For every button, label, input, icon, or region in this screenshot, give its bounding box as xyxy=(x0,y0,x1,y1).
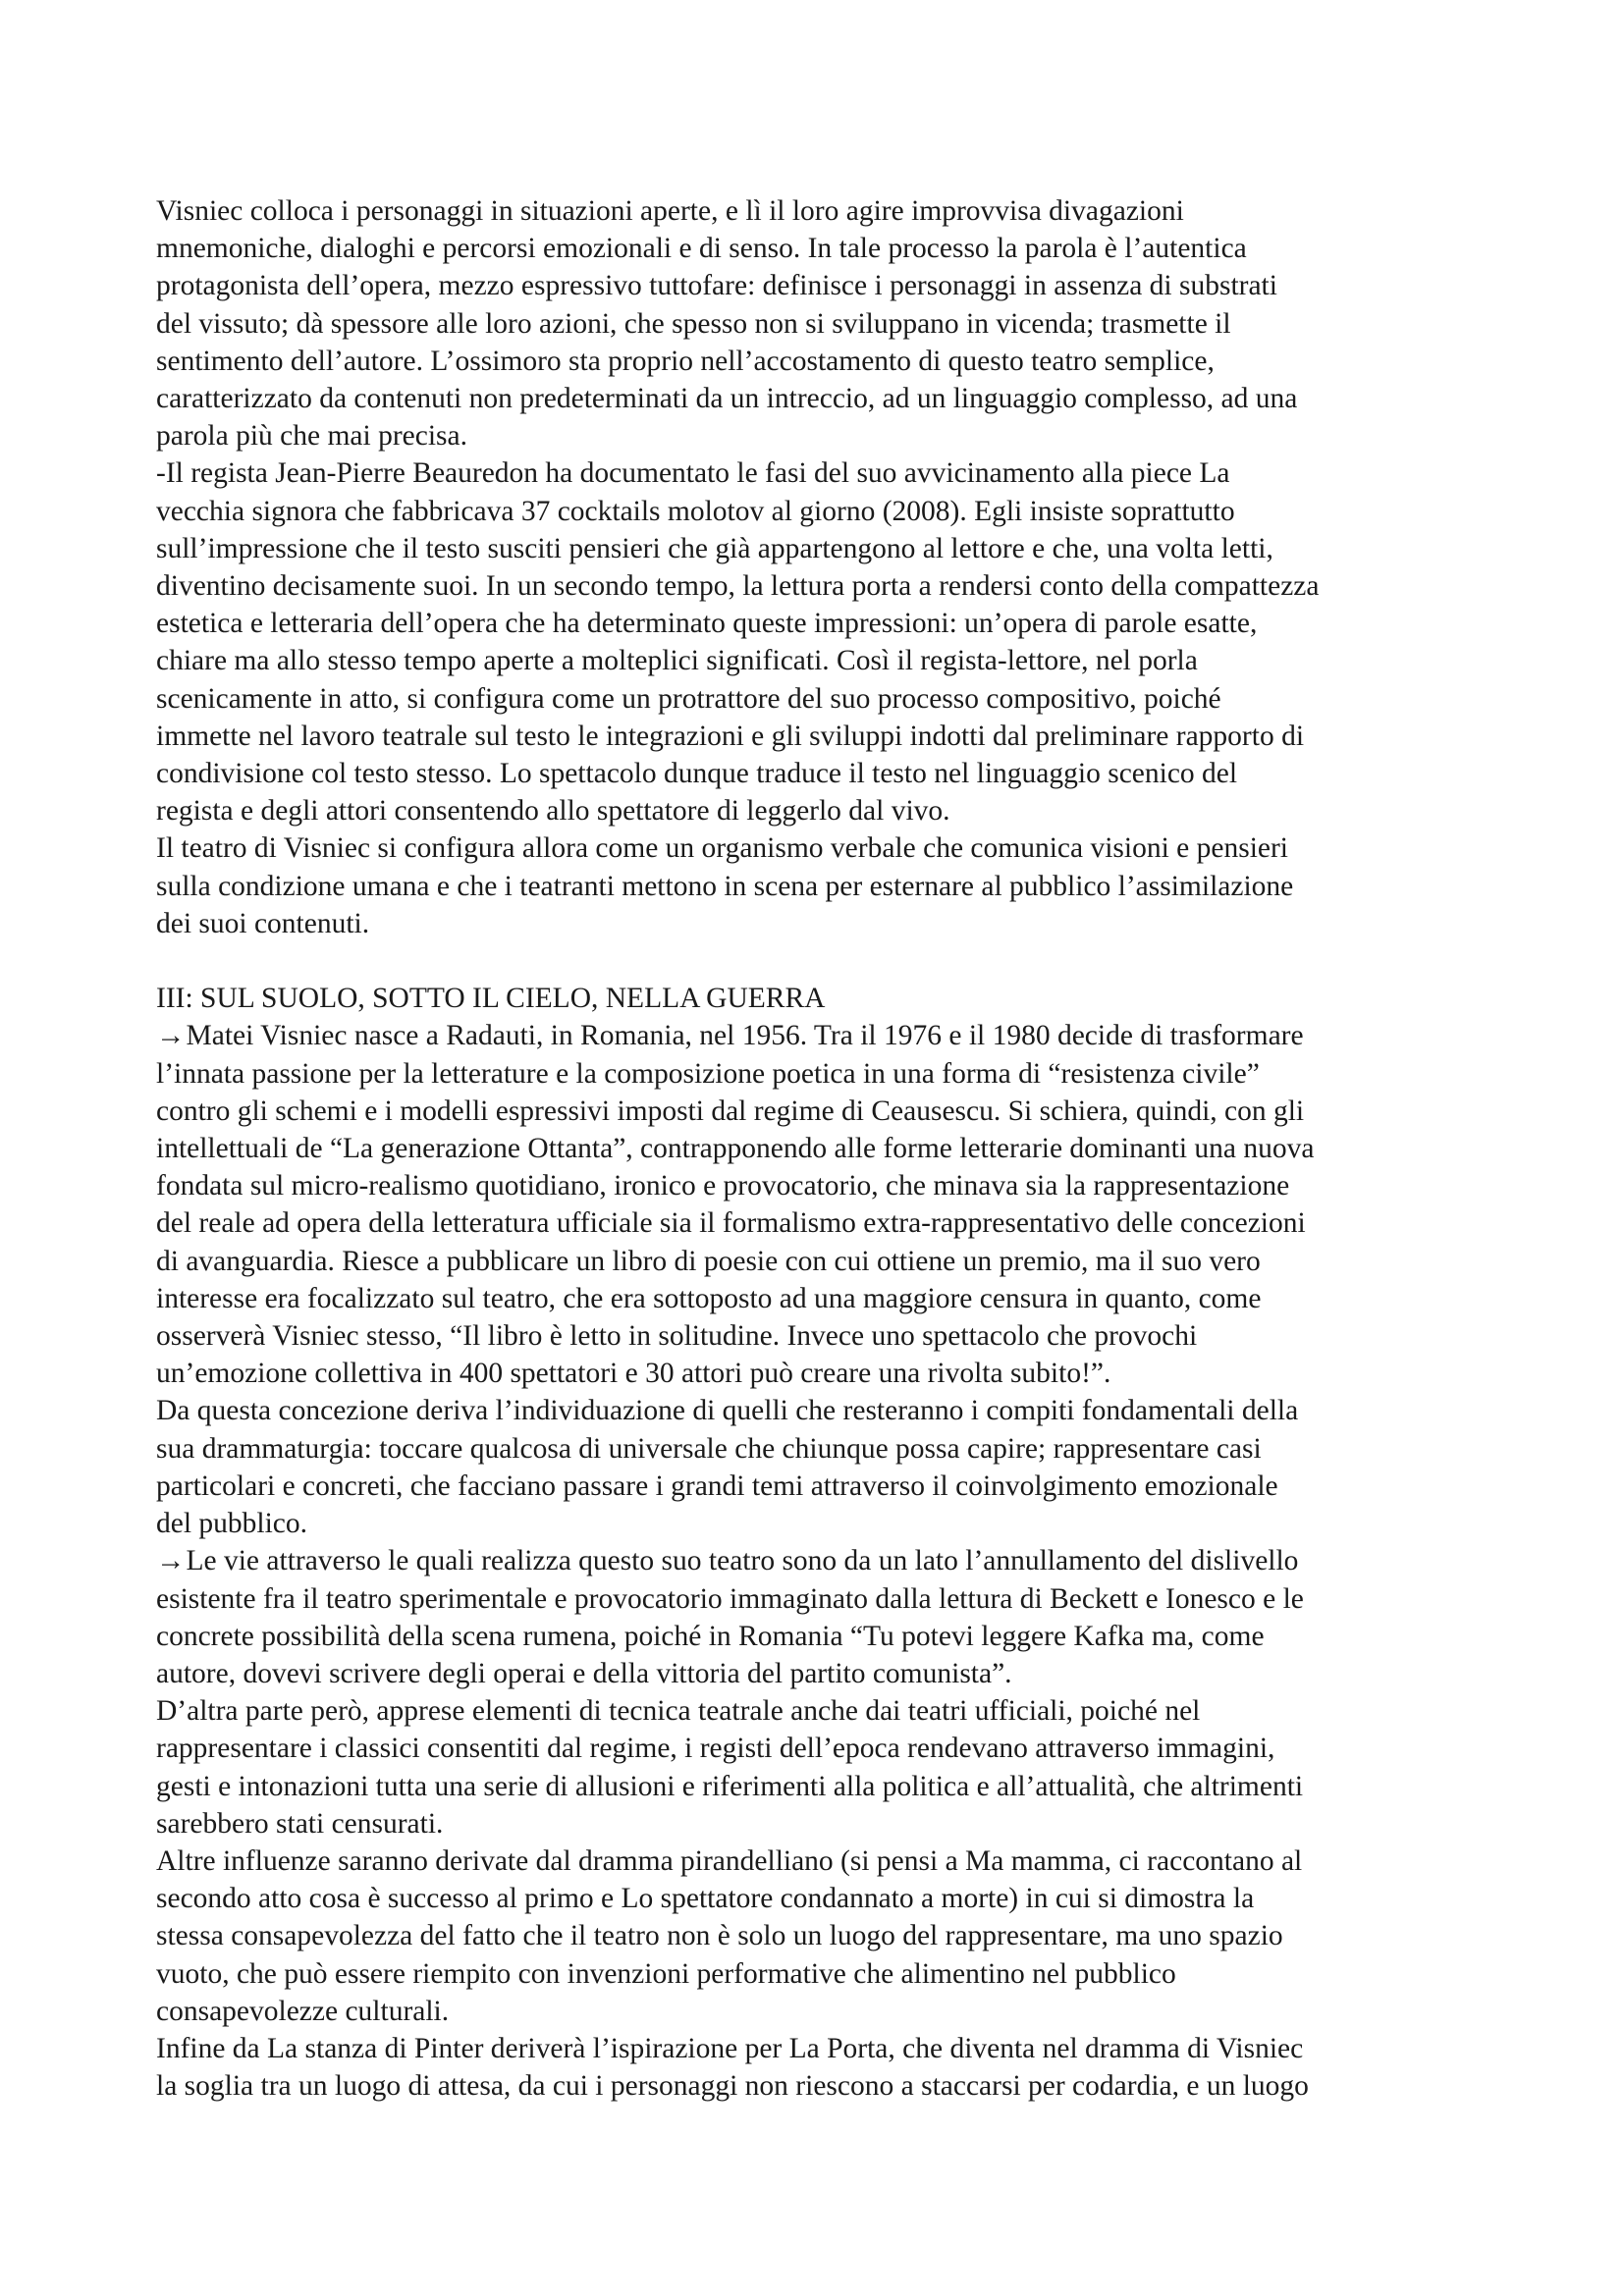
text-line: Visniec colloca i personaggi in situazioni aperte, e lì il loro agire improvvisa divagazioni xyxy=(156,195,1184,227)
text-line: secondo atto cosa è successo al primo e Lo spettatore condannato a morte) in cui si dimostra la xyxy=(156,1883,1255,1915)
text-line: diventino decisamente suoi. In un secondo tempo, la lettura porta a rendersi conto della compattezza xyxy=(156,570,1320,603)
text-line: scenicamente in atto, si configura come un protrattore del suo processo compositivo, poiché xyxy=(156,682,1221,715)
paragraph-5 xyxy=(156,1392,1482,1542)
text-line: dei suoi contenuti. xyxy=(156,907,370,939)
text-line: Altre influenze saranno derivate dal dramma pirandelliano (si pensi a Ma mamma, ci raccontano al xyxy=(156,1844,1303,1877)
text-line: del reale ad opera della letteratura ufficiale sia il formalismo extra-rappresentativo delle concezioni xyxy=(156,1207,1306,1240)
text-line: sulla condizione umana e che i teatranti mettono in scena per esternare al pubblico l’assimilazione xyxy=(156,870,1294,902)
text-line: estetica e letteraria dell’opera che ha determinato queste impressioni: un’opera di parole esatte, xyxy=(156,608,1258,640)
blank-line xyxy=(156,942,1482,980)
text-line: interesse era focalizzato sul teatro, che era sottoposto ad una maggiore censura in quanto, come xyxy=(156,1282,1262,1314)
text-line: Il teatro di Visniec si configura allora come un organismo verbale che comunica visioni e pensieri xyxy=(156,832,1289,865)
paragraph-7 xyxy=(156,1692,1482,1842)
text-line: immette nel lavoro teatrale sul testo le integrazioni e gli sviluppi indotti dal preliminare rapporto di xyxy=(156,720,1305,752)
text-line: sull’impressione che il testo susciti pensieri che già appartengono al lettore e che, una volta letti, xyxy=(156,532,1273,564)
text-line: consapevolezze culturali. xyxy=(156,1995,450,2027)
text-line: di avanguardia. Riesce a pubblicare un libro di poesie con cui ottiene un premio, ma il suo vero xyxy=(156,1245,1261,1277)
text-line-content: Le vie attraverso le quali realizza questo suo teatro sono da un lato l’annullamento del dislivello xyxy=(186,1545,1299,1577)
text-line: concrete possibilità della scena rumena, poiché in Romania “Tu potevi leggere Kafka ma, come xyxy=(156,1620,1265,1652)
paragraph-8 xyxy=(156,1842,1482,2030)
arrow-right-icon: → xyxy=(156,1545,186,1577)
text-line: chiare ma allo stesso tempo aperte a molteplici significati. Così il regista-lettore, nel porla xyxy=(156,645,1198,677)
text-line: particolari e concreti, che facciano passare i grandi temi attraverso il coinvolgimento emozionale xyxy=(156,1469,1278,1502)
text-line: autore, dovevi scrivere degli operai e della vittoria del partito comunista”. xyxy=(156,1657,1012,1689)
text-line: osserverà Visniec stesso, “Il libro è letto in solitudine. Invece uno spettacolo che provochi xyxy=(156,1320,1198,1353)
text-line: Da questa concezione deriva l’individuazione di quelli che resteranno i compiti fondamentali della xyxy=(156,1395,1299,1427)
text-line: vecchia signora che fabbricava 37 cocktails molotov al giorno (2008). Egli insiste soprattutto xyxy=(156,495,1235,527)
text-line xyxy=(156,1017,1482,1054)
text-line: caratterizzato da contenuti non predeterminati da un intreccio, ad un linguaggio complesso, ad una xyxy=(156,383,1298,415)
paragraph-9 xyxy=(156,2030,1482,2105)
text-line: sentimento dell’autore. L’ossimoro sta proprio nell’accostamento di questo teatro semplice, xyxy=(156,345,1215,377)
text-line: sua drammaturgia: toccare qualcosa di universale che chiunque possa capire; rappresentare casi xyxy=(156,1432,1262,1465)
text-line: sarebbero stati censurati. xyxy=(156,1807,444,1840)
text-line: protagonista dell’opera, mezzo espressivo tuttofare: definisce i personaggi in assenza di substrati xyxy=(156,270,1277,302)
text-line: del vissuto; dà spessore alle loro azioni, che spesso non si sviluppano in vicenda; trasmette il xyxy=(156,307,1231,340)
text-line: -Il regista Jean-Pierre Beauredon ha documentato le fasi del suo avvicinamento alla piece La xyxy=(156,457,1230,490)
text-line: esistente fra il teatro sperimentale e provocatorio immaginato dalla lettura di Beckett e Ionesco e le xyxy=(156,1582,1304,1615)
paragraph-2 xyxy=(156,454,1482,829)
text-line: stessa consapevolezza del fatto che il teatro non è solo un luogo del rappresentare, ma uno spazio xyxy=(156,1920,1283,1952)
paragraph-4 xyxy=(156,1017,1482,1392)
text-line: gesti e intonazioni tutta una serie di allusioni e riferimenti alla politica e all’attualità, che altrimenti xyxy=(156,1770,1304,1802)
paragraph-3 xyxy=(156,829,1482,942)
text-line: mnemoniche, dialoghi e percorsi emozionali e di senso. In tale processo la parola è l’autentica xyxy=(156,233,1247,265)
text-line: Infine da La stanza di Pinter deriverà l’ispirazione per La Porta, che diventa nel dramma di Visniec xyxy=(156,2032,1304,2064)
text-line: l’innata passione per la letterature e la composizione poetica in una forma di “resistenza civile” xyxy=(156,1057,1260,1090)
text-line: la soglia tra un luogo di attesa, da cui i personaggi non riescono a staccarsi per codardia, e un luogo xyxy=(156,2070,1309,2103)
text-line: rappresentare i classici consentiti dal regime, i registi dell’epoca rendevano attraverso immagini, xyxy=(156,1733,1275,1765)
text-line: del pubblico. xyxy=(156,1508,308,1540)
text-line: D’altra parte però, apprese elementi di tecnica teatrale anche dai teatri ufficiali, poiché nel xyxy=(156,1695,1201,1728)
text-line: condivisione col testo stesso. Lo spettacolo dunque traduce il testo nel linguaggio scenico del xyxy=(156,758,1238,790)
text-line: parola più che mai precisa. xyxy=(156,420,467,453)
arrow-right-icon: → xyxy=(156,1020,186,1052)
text-line xyxy=(156,1542,1482,1579)
text-line: contro gli schemi e i modelli espressivi imposti dal regime di Ceausescu. Si schiera, quindi, con gli xyxy=(156,1095,1305,1127)
document-body xyxy=(156,192,1482,2105)
text-line: fondata sul micro-realismo quotidiano, ironico e provocatorio, che minava sia la rappresentazione xyxy=(156,1170,1290,1202)
text-line-content: Matei Visniec nasce a Radauti, in Romania, nel 1956. Tra il 1976 e il 1980 decide di trasformare xyxy=(186,1020,1304,1052)
paragraph-6 xyxy=(156,1542,1482,1692)
section-heading: III: SUL SUOLO, SOTTO IL CIELO, NELLA GUERRA xyxy=(156,983,826,1015)
text-line: un’emozione collettiva in 400 spettatori e 30 attori può creare una rivolta subito!”. xyxy=(156,1358,1111,1390)
paragraph-1 xyxy=(156,192,1482,454)
text-line: regista e degli attori consentendo allo spettatore di leggerlo dal vivo. xyxy=(156,795,950,828)
text-line: vuoto, che può essere riempito con invenzioni performative che alimentino nel pubblico xyxy=(156,1957,1176,1990)
text-line: intellettuali de “La generazione Ottanta”, contrapponendo alle forme letterarie dominanti una nuova xyxy=(156,1133,1315,1165)
